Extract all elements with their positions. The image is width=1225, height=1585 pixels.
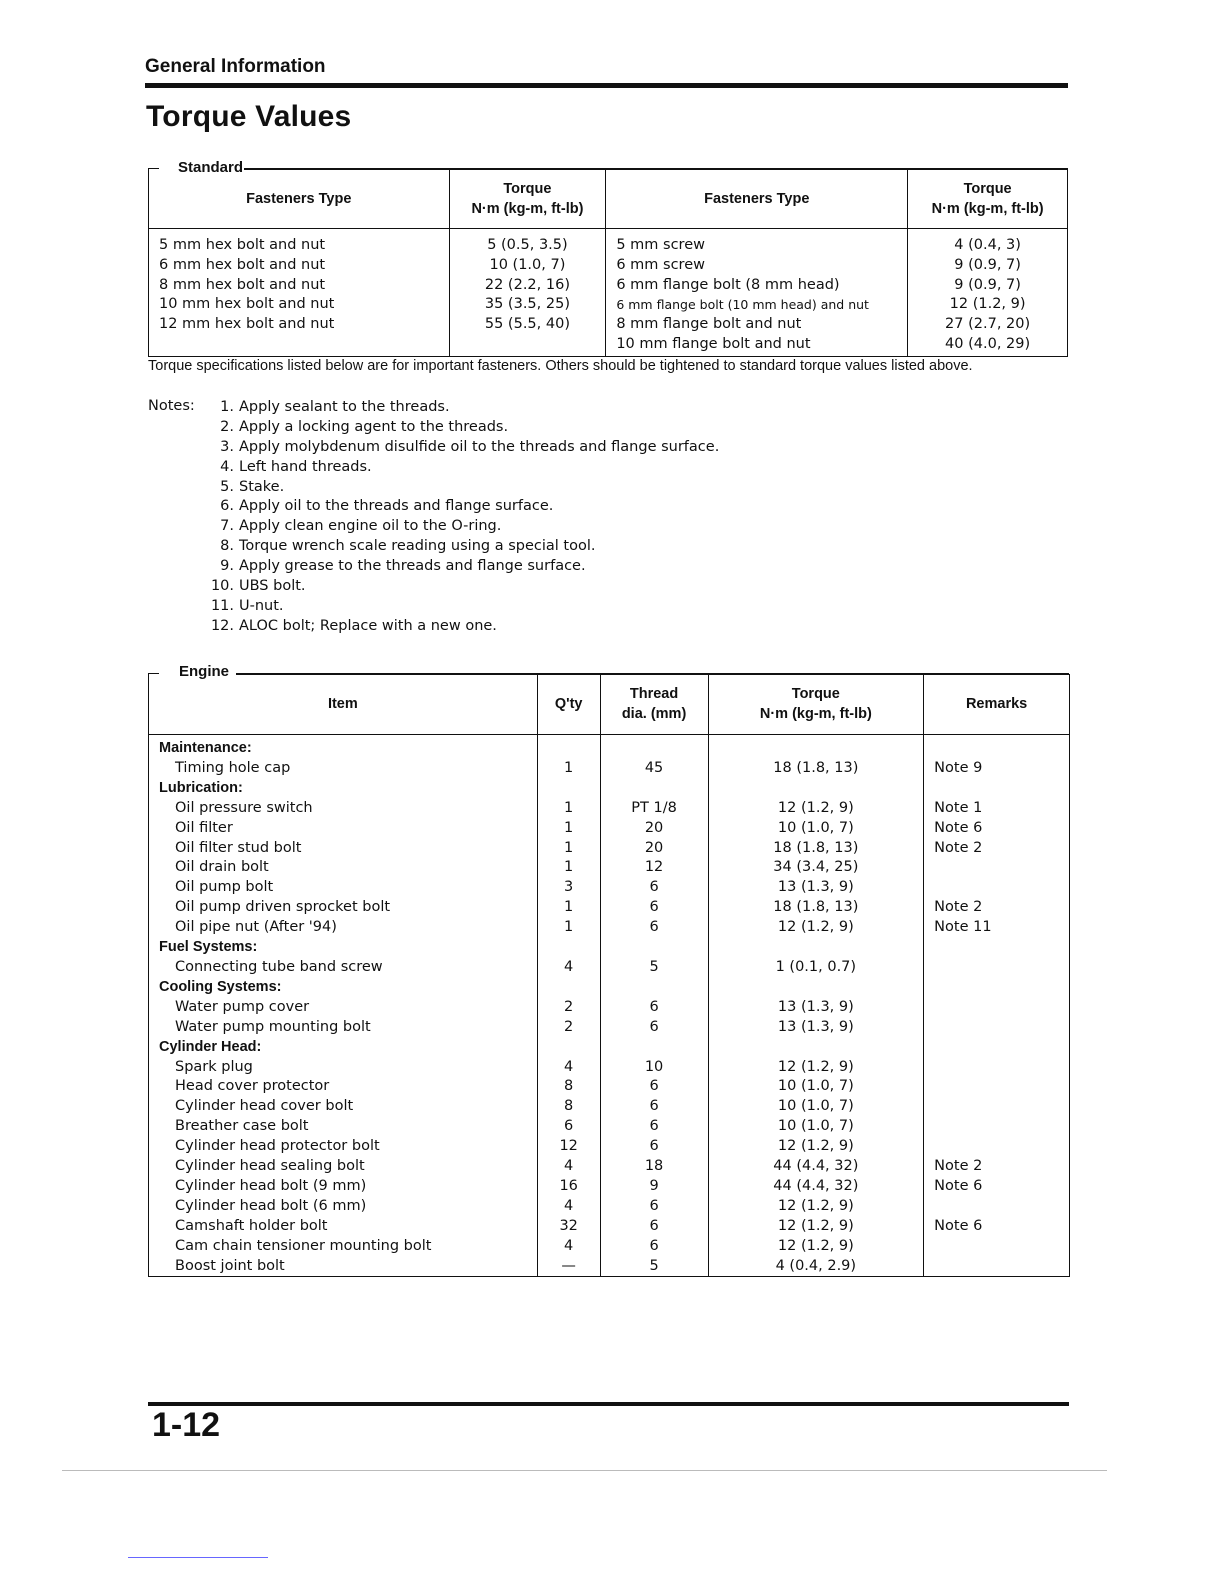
empty-cell — [600, 779, 708, 799]
table-row — [149, 256, 1068, 276]
item-cell: Cylinder head protector bolt — [149, 1137, 538, 1157]
note-text: Apply molybdenum disulfide oil to the threads and flange surface. — [239, 438, 720, 455]
empty-cell — [600, 1038, 708, 1058]
note-number: 4. — [220, 458, 234, 475]
col-torque: Torque N·m (kg-m, ft-lb) — [708, 674, 924, 735]
torque-cell: 10 (1.0, 7) — [708, 819, 924, 839]
torque-cell — [449, 335, 606, 356]
col-item: Item — [149, 674, 538, 735]
table-row — [149, 858, 1070, 878]
qty-cell: 1 — [537, 819, 600, 839]
item-cell: Breather case bolt — [149, 1117, 538, 1137]
note-number: 12. — [210, 617, 234, 634]
category-row — [149, 735, 1070, 759]
remarks-cell — [924, 1077, 1070, 1097]
torque-cell: 4 (0.4, 3) — [908, 229, 1068, 256]
qty-cell: 2 — [537, 998, 600, 1018]
torque-cell: 44 (4.4, 32) — [708, 1177, 924, 1197]
col-torque: Torque N·m (kg-m, ft-lb) — [449, 169, 606, 229]
category-label: Maintenance: — [149, 735, 538, 759]
table-row — [149, 1177, 1070, 1197]
remarks-cell — [924, 1058, 1070, 1078]
item-cell: Cylinder head cover bolt — [149, 1097, 538, 1117]
remarks-cell: Note 6 — [924, 819, 1070, 839]
col-fastener-type: Fasteners Type — [149, 169, 450, 229]
note-item — [198, 418, 798, 438]
qty-cell: 2 — [537, 1018, 600, 1038]
torque-cell: 5 (0.5, 3.5) — [449, 229, 606, 256]
qty-cell: 4 — [537, 1058, 600, 1078]
torque-cell: 13 (1.3, 9) — [708, 878, 924, 898]
qty-cell: 1 — [537, 799, 600, 819]
qty-cell: 1 — [537, 839, 600, 859]
col-torque-2: Torque N·m (kg-m, ft-lb) — [908, 169, 1068, 229]
note-item — [198, 438, 798, 458]
thread-cell: 6 — [600, 998, 708, 1018]
thread-cell: 18 — [600, 1157, 708, 1177]
item-cell: Oil pressure switch — [149, 799, 538, 819]
item-cell: Timing hole cap — [149, 759, 538, 779]
empty-cell — [708, 978, 924, 998]
empty-cell — [600, 978, 708, 998]
table-row — [149, 898, 1070, 918]
item-cell: Cam chain tensioner mounting bolt — [149, 1237, 538, 1257]
torque-cell: 12 (1.2, 9) — [708, 799, 924, 819]
item-cell: Oil filter stud bolt — [149, 839, 538, 859]
remarks-cell — [924, 998, 1070, 1018]
page-title: Torque Values — [146, 100, 352, 133]
qty-cell: 1 — [537, 898, 600, 918]
thread-cell: 6 — [600, 1097, 708, 1117]
torque-cell: 55 (5.5, 40) — [449, 315, 606, 335]
remarks-cell — [924, 1257, 1070, 1277]
torque-cell: 44 (4.4, 32) — [708, 1157, 924, 1177]
engine-table-wrap — [148, 674, 1070, 1277]
thread-cell: 10 — [600, 1058, 708, 1078]
torque-cell: 12 (1.2, 9) — [708, 918, 924, 938]
table-row — [149, 1018, 1070, 1038]
category-label: Lubrication: — [149, 779, 538, 799]
item-cell: Oil pump bolt — [149, 878, 538, 898]
scan-edge-line — [62, 1470, 1107, 1471]
remarks-cell — [924, 1117, 1070, 1137]
category-row — [149, 779, 1070, 799]
table-row — [149, 1157, 1070, 1177]
thread-cell: 5 — [600, 958, 708, 978]
fastener-type-cell: 10 mm flange bolt and nut — [606, 335, 908, 356]
note-text: ALOC bolt; Replace with a new one. — [239, 617, 497, 634]
qty-cell: 4 — [537, 1197, 600, 1217]
note-number: 9. — [220, 558, 234, 575]
table-row — [149, 295, 1068, 315]
torque-cell: 18 (1.8, 13) — [708, 759, 924, 779]
remarks-cell: Note 2 — [924, 898, 1070, 918]
table-row — [149, 918, 1070, 938]
remarks-cell: Note 2 — [924, 839, 1070, 859]
item-cell: Cylinder head bolt (9 mm) — [149, 1177, 538, 1197]
note-item — [198, 557, 798, 577]
table-row — [149, 1237, 1070, 1257]
qty-cell: — — [537, 1257, 600, 1277]
note-item — [198, 458, 798, 478]
torque-cell: 9 (0.9, 7) — [908, 256, 1068, 276]
table-row — [149, 799, 1070, 819]
torque-cell: 12 (1.2, 9) — [708, 1197, 924, 1217]
remarks-cell — [924, 1237, 1070, 1257]
category-label: Fuel Systems: — [149, 938, 538, 958]
empty-cell — [708, 1038, 924, 1058]
qty-cell: 4 — [537, 1237, 600, 1257]
empty-cell — [537, 938, 600, 958]
engine-torque-table — [148, 674, 1070, 1277]
standard-table-wrap — [148, 169, 1068, 357]
fastener-type-cell: 10 mm hex bolt and nut — [149, 295, 450, 315]
standard-footnote: Torque specifications listed below are for important fasteners. Others should be tightened to standard torque values listed above. — [148, 358, 973, 374]
note-text: Apply grease to the threads and flange surface. — [239, 558, 586, 575]
category-row — [149, 1038, 1070, 1058]
table-row — [149, 315, 1068, 335]
empty-cell — [708, 779, 924, 799]
remarks-cell — [924, 858, 1070, 878]
torque-cell: 1 (0.1, 0.7) — [708, 958, 924, 978]
remarks-cell: Note 11 — [924, 918, 1070, 938]
empty-cell — [537, 735, 600, 759]
fastener-type-cell: 8 mm flange bolt and nut — [606, 315, 908, 335]
category-label: Cylinder Head: — [149, 1038, 538, 1058]
item-cell: Boost joint bolt — [149, 1257, 538, 1277]
torque-cell: 10 (1.0, 7) — [708, 1117, 924, 1137]
empty-cell — [924, 735, 1070, 759]
section-header: General Information — [145, 56, 326, 77]
fastener-type-cell: 6 mm hex bolt and nut — [149, 256, 450, 276]
empty-cell — [708, 735, 924, 759]
thread-cell: 6 — [600, 878, 708, 898]
qty-cell: 16 — [537, 1177, 600, 1197]
remarks-cell: Note 2 — [924, 1157, 1070, 1177]
table-row — [149, 1217, 1070, 1237]
empty-cell — [924, 1038, 1070, 1058]
table-row — [149, 1058, 1070, 1078]
qty-cell: 32 — [537, 1217, 600, 1237]
fastener-type-cell: 6 mm flange bolt (8 mm head) — [606, 276, 908, 296]
thread-cell: 6 — [600, 1137, 708, 1157]
table-row — [149, 839, 1070, 859]
torque-cell: 40 (4.0, 29) — [908, 335, 1068, 356]
table-row — [149, 1197, 1070, 1217]
item-cell: Oil filter — [149, 819, 538, 839]
remarks-cell — [924, 958, 1070, 978]
empty-cell — [537, 978, 600, 998]
note-text: Torque wrench scale reading using a special tool. — [239, 538, 596, 555]
item-cell: Spark plug — [149, 1058, 538, 1078]
qty-cell: 8 — [537, 1077, 600, 1097]
torque-cell: 27 (2.7, 20) — [908, 315, 1068, 335]
table-row — [149, 229, 1068, 256]
thread-cell: 12 — [600, 858, 708, 878]
note-number: 5. — [220, 478, 234, 495]
thread-cell: 6 — [600, 1117, 708, 1137]
torque-cell: 13 (1.3, 9) — [708, 998, 924, 1018]
empty-cell — [924, 938, 1070, 958]
remarks-cell — [924, 1097, 1070, 1117]
notes-list — [198, 398, 798, 637]
torque-cell: 10 (1.0, 7) — [708, 1077, 924, 1097]
fastener-type-cell: 6 mm flange bolt (10 mm head) and nut — [606, 295, 908, 315]
table-row — [149, 1137, 1070, 1157]
empty-cell — [924, 779, 1070, 799]
col-remarks: Remarks — [924, 674, 1070, 735]
item-cell: Water pump mounting bolt — [149, 1018, 538, 1038]
table-row — [149, 1077, 1070, 1097]
note-item — [198, 398, 798, 418]
torque-cell: 35 (3.5, 25) — [449, 295, 606, 315]
empty-cell — [600, 735, 708, 759]
torque-cell: 12 (1.2, 9) — [708, 1137, 924, 1157]
note-text: Apply clean engine oil to the O-ring. — [239, 518, 502, 535]
item-cell: Cylinder head bolt (6 mm) — [149, 1197, 538, 1217]
note-number: 1. — [220, 399, 234, 415]
col-thread: Thread dia. (mm) — [600, 674, 708, 735]
note-text: Left hand threads. — [239, 458, 372, 475]
item-cell: Camshaft holder bolt — [149, 1217, 538, 1237]
torque-cell: 18 (1.8, 13) — [708, 839, 924, 859]
qty-cell: 1 — [537, 918, 600, 938]
note-text: U-nut. — [239, 597, 284, 614]
torque-cell: 12 (1.2, 9) — [708, 1058, 924, 1078]
thread-cell: 5 — [600, 1257, 708, 1277]
fastener-type-cell: 5 mm screw — [606, 229, 908, 256]
qty-cell: 4 — [537, 1157, 600, 1177]
torque-cell: 10 (1.0, 7) — [449, 256, 606, 276]
note-item — [198, 497, 798, 517]
table-row — [149, 276, 1068, 296]
item-cell: Connecting tube band screw — [149, 958, 538, 978]
standard-legend: Standard — [172, 159, 249, 176]
remarks-cell — [924, 1197, 1070, 1217]
note-text: Apply a locking agent to the threads. — [239, 418, 509, 435]
note-text: Stake. — [239, 478, 285, 495]
item-cell: Oil pump driven sprocket bolt — [149, 898, 538, 918]
table-row — [149, 878, 1070, 898]
empty-cell — [708, 938, 924, 958]
thread-cell: 6 — [600, 1018, 708, 1038]
remarks-cell — [924, 1137, 1070, 1157]
empty-cell — [537, 779, 600, 799]
footer-rule — [148, 1402, 1069, 1406]
item-cell: Water pump cover — [149, 998, 538, 1018]
note-number: 7. — [220, 518, 234, 535]
torque-cell: 34 (3.4, 25) — [708, 858, 924, 878]
item-cell: Oil drain bolt — [149, 858, 538, 878]
engine-legend: Engine — [173, 663, 235, 680]
thread-cell: 45 — [600, 759, 708, 779]
thread-cell: PT 1/8 — [600, 799, 708, 819]
remarks-cell — [924, 1018, 1070, 1038]
table-row — [149, 998, 1070, 1018]
note-number: 8. — [220, 538, 234, 555]
empty-cell — [600, 938, 708, 958]
fastener-type-cell: 8 mm hex bolt and nut — [149, 276, 450, 296]
category-label: Cooling Systems: — [149, 978, 538, 998]
category-row — [149, 938, 1070, 958]
thread-cell: 6 — [600, 918, 708, 938]
torque-cell: 9 (0.9, 7) — [908, 276, 1068, 296]
qty-cell: 4 — [537, 958, 600, 978]
qty-cell: 8 — [537, 1097, 600, 1117]
table-row — [149, 1257, 1070, 1277]
note-text: Apply oil to the threads and flange surface. — [239, 498, 554, 515]
qty-cell: 6 — [537, 1117, 600, 1137]
thread-cell: 9 — [600, 1177, 708, 1197]
torque-cell: 4 (0.4, 2.9) — [708, 1257, 924, 1277]
remarks-cell — [924, 878, 1070, 898]
note-item — [198, 577, 798, 597]
table-row — [149, 335, 1068, 356]
thread-cell: 6 — [600, 898, 708, 918]
remarks-cell: Note 6 — [924, 1217, 1070, 1237]
note-number: 10. — [210, 578, 234, 595]
table-row — [149, 1097, 1070, 1117]
page-number: 1-12 — [152, 1406, 221, 1444]
item-cell: Head cover protector — [149, 1077, 538, 1097]
table-row — [149, 759, 1070, 779]
torque-cell: 12 (1.2, 9) — [708, 1217, 924, 1237]
remarks-cell: Note 9 — [924, 759, 1070, 779]
note-text: Apply sealant to the threads. — [239, 399, 450, 415]
note-number: 2. — [220, 418, 234, 435]
note-item — [198, 517, 798, 537]
qty-cell: 1 — [537, 858, 600, 878]
item-cell: Oil pipe nut (After '94) — [149, 918, 538, 938]
note-item — [198, 478, 798, 498]
torque-cell: 10 (1.0, 7) — [708, 1097, 924, 1117]
empty-cell — [924, 978, 1070, 998]
table-row — [149, 958, 1070, 978]
note-number: 11. — [210, 597, 234, 614]
note-item — [198, 597, 798, 617]
fastener-type-cell: 12 mm hex bolt and nut — [149, 315, 450, 335]
fastener-type-cell: 5 mm hex bolt and nut — [149, 229, 450, 256]
qty-cell: 1 — [537, 759, 600, 779]
scan-edge-mark — [128, 1557, 268, 1558]
torque-cell: 12 (1.2, 9) — [908, 295, 1068, 315]
thread-cell: 6 — [600, 1197, 708, 1217]
thread-cell: 20 — [600, 819, 708, 839]
fastener-type-cell: 6 mm screw — [606, 256, 908, 276]
header-rule — [145, 83, 1068, 88]
torque-cell: 13 (1.3, 9) — [708, 1018, 924, 1038]
table-row — [149, 819, 1070, 839]
table-row — [149, 1117, 1070, 1137]
note-item — [198, 617, 798, 637]
torque-cell: 18 (1.8, 13) — [708, 898, 924, 918]
thread-cell: 20 — [600, 839, 708, 859]
torque-cell: 12 (1.2, 9) — [708, 1237, 924, 1257]
qty-cell: 12 — [537, 1137, 600, 1157]
torque-cell: 22 (2.2, 16) — [449, 276, 606, 296]
thread-cell: 6 — [600, 1237, 708, 1257]
category-row — [149, 978, 1070, 998]
qty-cell: 3 — [537, 878, 600, 898]
note-text: UBS bolt. — [239, 578, 306, 595]
standard-torque-table — [148, 169, 1068, 357]
note-number: 3. — [220, 438, 234, 455]
item-cell: Cylinder head sealing bolt — [149, 1157, 538, 1177]
remarks-cell: Note 6 — [924, 1177, 1070, 1197]
notes-label: Notes: — [148, 398, 195, 414]
remarks-cell: Note 1 — [924, 799, 1070, 819]
fastener-type-cell — [149, 335, 450, 356]
empty-cell — [537, 1038, 600, 1058]
thread-cell: 6 — [600, 1077, 708, 1097]
col-qty: Q'ty — [537, 674, 600, 735]
note-number: 6. — [220, 498, 234, 515]
note-item — [198, 537, 798, 557]
col-fastener-type-2: Fasteners Type — [606, 169, 908, 229]
thread-cell: 6 — [600, 1217, 708, 1237]
